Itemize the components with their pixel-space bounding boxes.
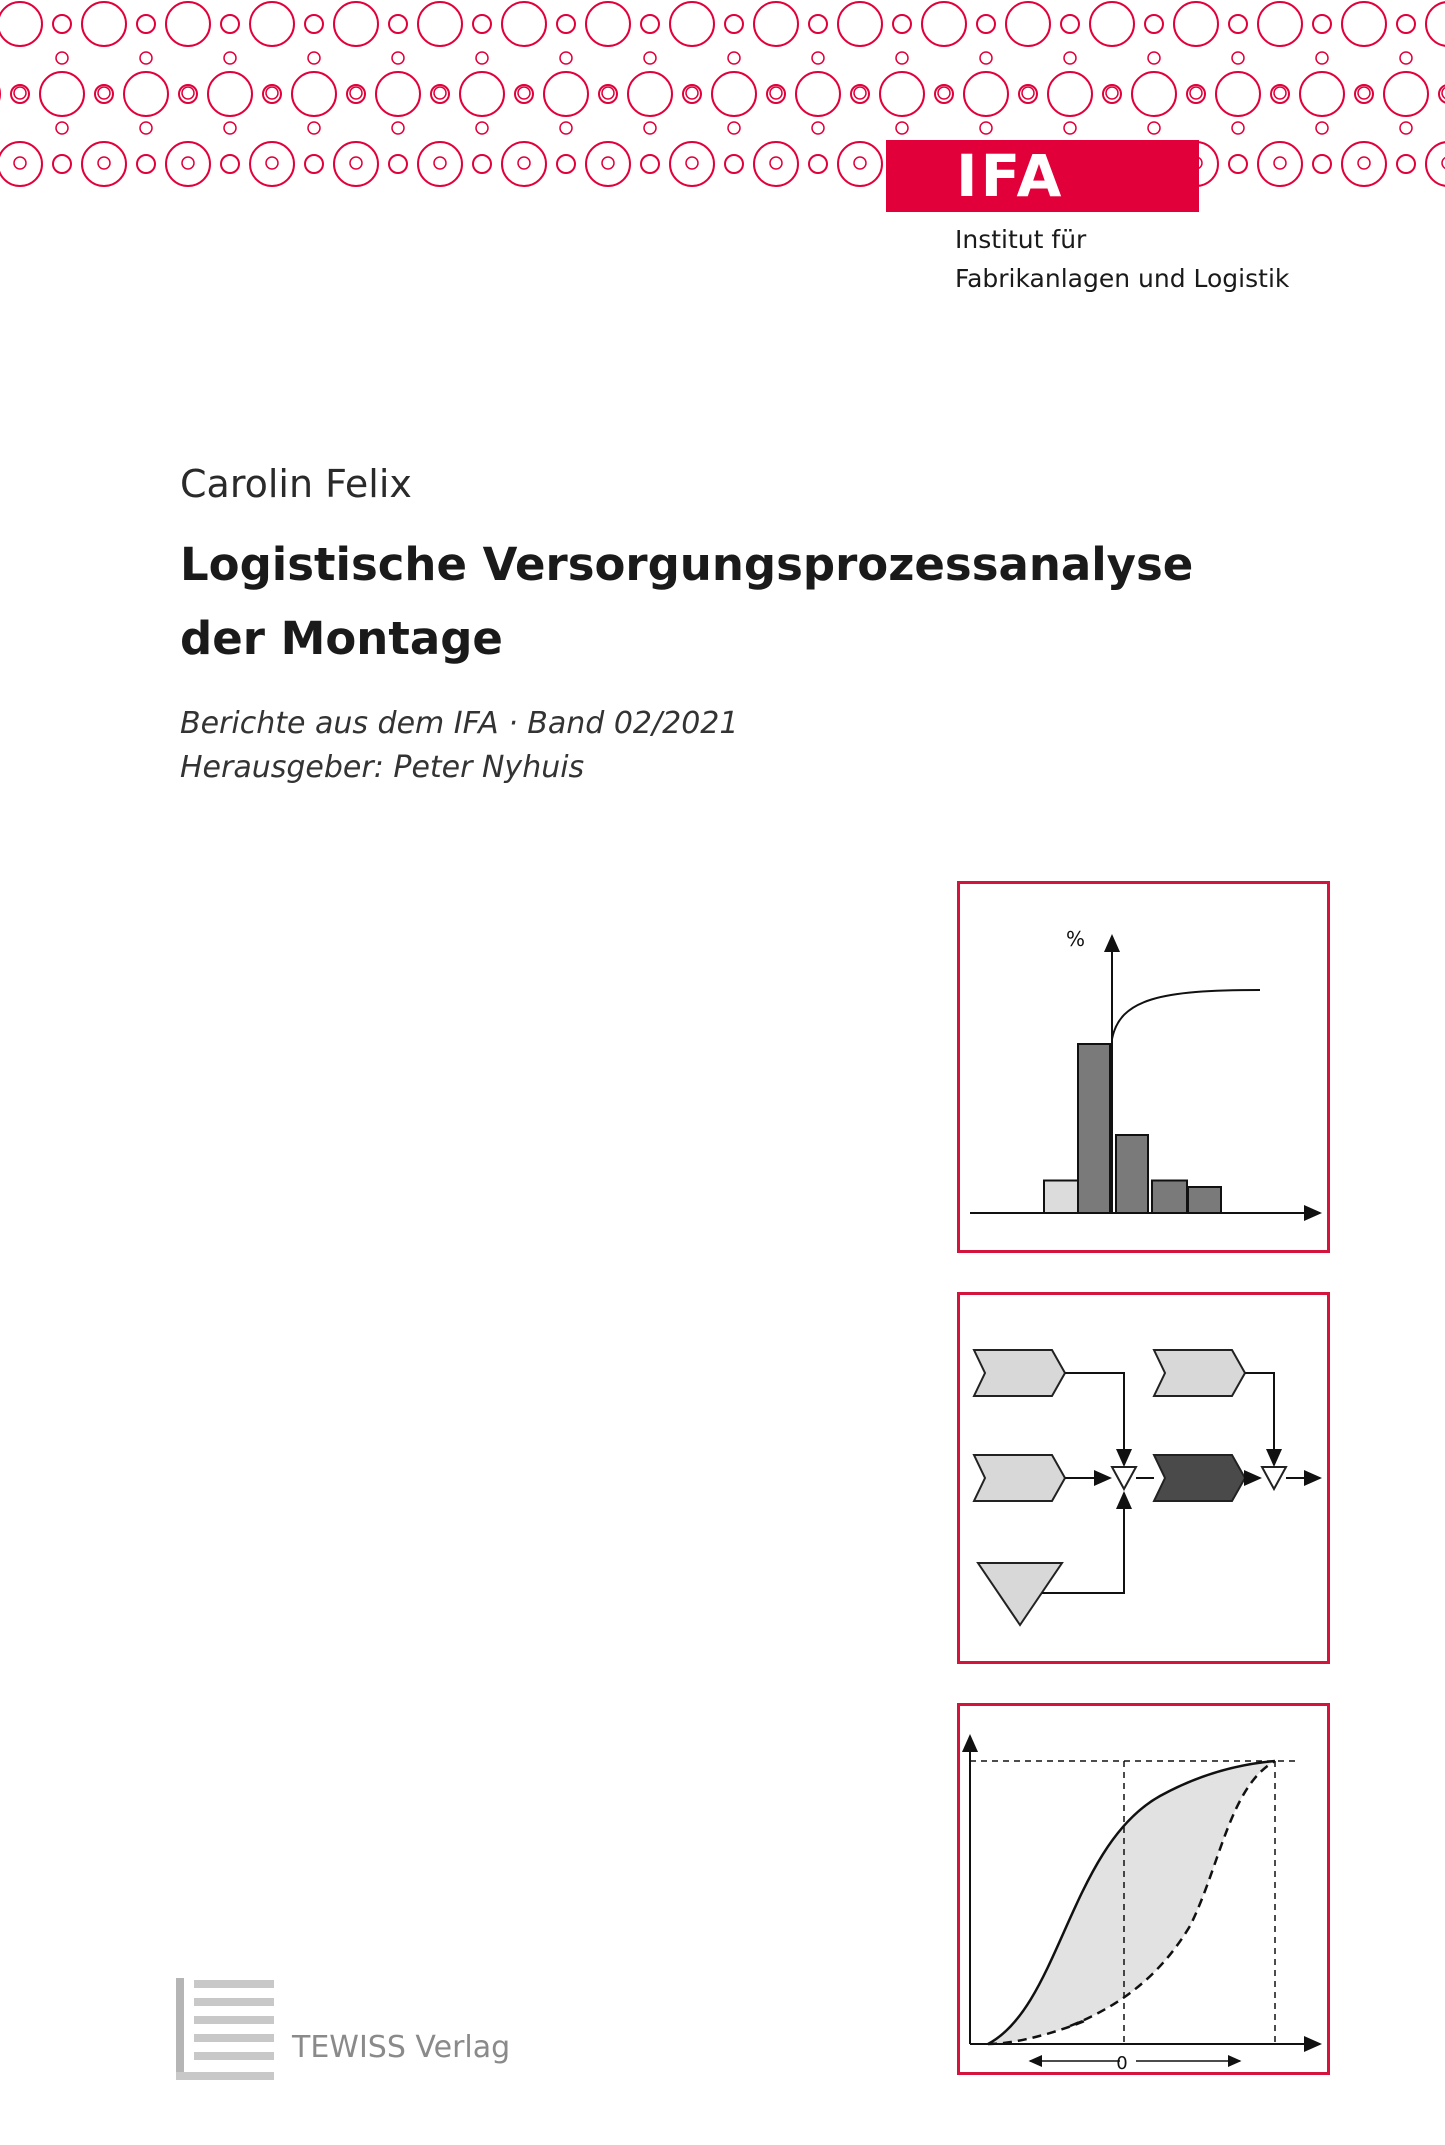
histogram-bar xyxy=(1044,1181,1079,1214)
process-arrow-main xyxy=(1154,1455,1245,1501)
histogram-graphic xyxy=(960,884,1327,1250)
editor-info: Herausgeber: Peter Nyhuis xyxy=(180,750,585,785)
throughput-figure xyxy=(957,1703,1330,2075)
histogram-figure xyxy=(957,881,1330,1253)
publisher-logo-icon xyxy=(176,1978,276,2080)
process-arrow-top-right xyxy=(1154,1350,1245,1396)
x-axis-zero-label: 0 xyxy=(1116,2053,1128,2072)
deviation-area xyxy=(988,1761,1275,2044)
institute-name-line1: Institut für xyxy=(955,225,1087,254)
circle-pattern-banner xyxy=(0,0,1445,215)
process-flow-graphic xyxy=(960,1295,1327,1661)
cumulative-curve xyxy=(1112,990,1260,1039)
histogram-bar xyxy=(1078,1044,1110,1213)
book-title-line2: der Montage xyxy=(180,612,503,665)
throughput-graphic xyxy=(960,1706,1327,2072)
process-arrow-mid-left xyxy=(974,1455,1065,1501)
y-axis-label: % xyxy=(1066,927,1086,951)
histogram-bar xyxy=(1188,1187,1221,1213)
process-flow-figure xyxy=(957,1292,1330,1664)
histogram-bar xyxy=(1116,1135,1148,1213)
merge-triangle-1 xyxy=(1112,1467,1136,1489)
book-title-line1: Logistische Versorgungsprozessanalyse xyxy=(180,538,1194,591)
histogram-bar xyxy=(1152,1181,1187,1214)
publisher-name: TEWISS Verlag xyxy=(292,2030,511,2065)
author-name: Carolin Felix xyxy=(180,462,412,506)
institute-name-line2: Fabrikanlagen und Logistik xyxy=(955,264,1290,293)
series-info: Berichte aus dem IFA · Band 02/2021 xyxy=(180,706,739,741)
ifa-logo: IFA xyxy=(886,140,1199,212)
merge-triangle-2 xyxy=(1262,1467,1286,1489)
process-arrow-top-left xyxy=(974,1350,1065,1396)
